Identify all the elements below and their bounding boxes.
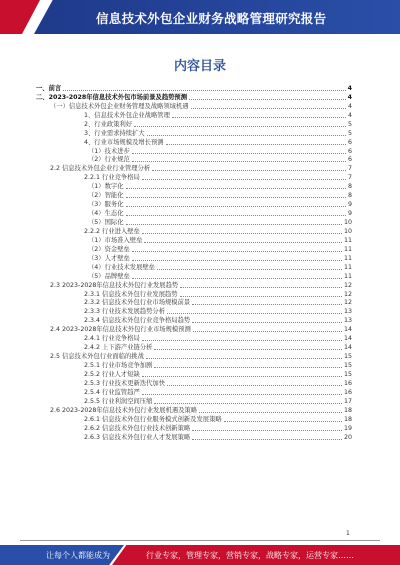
toc-leader-dots (192, 322, 342, 323)
toc-leader-dots (142, 376, 342, 377)
toc-entry-text: 2.5 信息技术外包行业面临的挑战 (50, 353, 144, 361)
toc-entry-text: 2.4 2023-2028年信息技术外包行业市场规模预测 (50, 326, 191, 334)
toc-entry-page: 15 (343, 362, 352, 369)
toc-leader-dots (126, 206, 346, 207)
toc-entry[interactable] (36, 209, 352, 218)
toc-entry-page: 13 (343, 317, 352, 325)
toc-leader-dots (142, 340, 342, 341)
toc-entry-page: 11 (343, 272, 352, 280)
toc-entry-text: 2.5.2 行业人才短缺 (84, 370, 140, 378)
toc-entry-page: 10 (343, 219, 352, 226)
toc-entry[interactable] (36, 406, 352, 415)
toc-entry-text: （5）国际化 (88, 219, 124, 226)
toc-entry[interactable] (36, 281, 352, 290)
toc-entry-text: （5）品牌壁垒 (88, 272, 130, 280)
toc-leader-dots (180, 296, 342, 297)
toc-entry-page: 8 (347, 192, 352, 200)
toc-title: 内容目录 (173, 59, 226, 74)
toc-entry-text: 2.2.2 行业进入壁垒 (84, 227, 140, 235)
toc-entry-text: （3）服务化 (88, 201, 124, 209)
toc-entry-page: 14 (343, 326, 352, 334)
toc-entry[interactable] (36, 129, 352, 138)
toc-leader-dots (144, 242, 342, 243)
toc-entry[interactable] (36, 111, 352, 120)
toc-entry-page: 17 (343, 397, 352, 405)
toc-entry[interactable] (36, 164, 352, 173)
toc-entry-page: 11 (343, 236, 352, 244)
toc-entry-page: 12 (343, 290, 352, 298)
toc-entry-text: 4、行业市场规模及增长预测 (84, 138, 164, 146)
toc-entry-text: 2.3 2023-2028年信息技术外包行业发展趋势 (50, 281, 179, 289)
toc-entry-page: 6 (347, 147, 352, 155)
toc-entry[interactable] (36, 272, 352, 281)
toc-leader-dots (142, 179, 346, 180)
toc-leader-dots (63, 90, 345, 91)
toc-entry-page: 20 (343, 433, 352, 441)
footer-slogan-left: 让每个人都能成为 (46, 551, 110, 560)
toc-entry[interactable] (36, 415, 352, 424)
toc-entry-text: （2）资金壁垒 (88, 245, 130, 253)
toc-entry[interactable] (36, 227, 352, 236)
toc-entry-page: 9 (347, 210, 352, 218)
toc-leader-dots (154, 349, 342, 350)
toc-entry-text: （1）市场准入壁垒 (88, 236, 143, 244)
toc-leader-dots (167, 385, 342, 386)
toc-entry-page: 5 (347, 120, 352, 128)
toc-entry[interactable] (36, 254, 352, 263)
toc-leader-dots (193, 331, 342, 332)
toc-entry[interactable] (36, 370, 352, 379)
toc-leader-dots (146, 358, 342, 359)
toc-entry-text: 2.5.4 行业监管趋严 (84, 388, 140, 396)
footer-slogan-right: 行业专家，管理专家，营销专家，战略专家，运营专家…… (146, 551, 354, 560)
toc-leader-dots (166, 144, 346, 145)
toc-entry-page: 9 (347, 201, 352, 209)
toc-entry-text: 2.6.2 信息技术外包行业技术创新策略 (84, 424, 191, 432)
toc-leader-dots (132, 260, 342, 261)
page-footer (0, 545, 400, 565)
toc-entry[interactable] (36, 138, 352, 147)
table-of-contents (36, 84, 352, 442)
toc-leader-dots (134, 126, 346, 127)
toc-entry-text: （3）人才壁垒 (88, 254, 130, 262)
toc-entry[interactable] (36, 325, 352, 334)
toc-leader-dots (189, 99, 346, 100)
toc-entry[interactable] (36, 84, 352, 93)
toc-entry-page: 12 (343, 299, 352, 307)
header-red-accent (0, 0, 40, 34)
toc-entry-text: （4）生态化 (88, 210, 124, 218)
toc-entry-page: 4 (347, 84, 352, 92)
toc-entry-page: 11 (343, 263, 352, 271)
toc-entry-page: 11 (343, 254, 352, 262)
toc-entry-text: 3、行业需求持续扩大 (84, 129, 145, 137)
toc-leader-dots (192, 304, 342, 305)
toc-entry-text: 一、前言 (36, 84, 62, 92)
toc-entry-page: 14 (343, 335, 352, 343)
toc-entry-text: 2、行业政策利好 (84, 120, 133, 128)
toc-leader-dots (126, 197, 346, 198)
toc-entry[interactable] (36, 334, 352, 343)
toc-entry-page: 4 (347, 111, 352, 119)
toc-entry[interactable] (36, 147, 352, 156)
toc-entry[interactable] (36, 352, 352, 361)
toc-entry-page: 7 (347, 174, 352, 182)
toc-leader-dots (132, 153, 346, 154)
toc-entry[interactable] (36, 120, 352, 129)
toc-entry[interactable] (36, 200, 352, 209)
toc-entry-text: 2.3.3 行业技术发展趋势分析 (84, 308, 165, 316)
toc-leader-dots (132, 251, 342, 252)
toc-entry[interactable] (36, 388, 352, 397)
toc-entry-page: 6 (347, 138, 352, 146)
toc-entry-text: 2.5.1 行业市场竞争加剧 (84, 362, 153, 369)
toc-entry[interactable] (36, 236, 352, 245)
toc-entry-text: 2.4.2 上下游产业链分析 (84, 344, 153, 352)
toc-entry-text: 2.3.1 信息技术外包行业发展趋势 (84, 290, 178, 298)
toc-leader-dots (192, 439, 342, 440)
toc-entry-text: （2）智能化 (88, 192, 124, 200)
toc-leader-dots (224, 421, 342, 422)
toc-entry[interactable] (36, 424, 352, 433)
toc-entry-page: 10 (343, 227, 352, 235)
toc-entry-text: （4）行业技术发展壁垒 (88, 263, 155, 271)
toc-entry-text: 2.2 信息技术外包企业行业管理分析 (50, 165, 151, 173)
toc-entry-page: 4 (347, 93, 352, 101)
toc-entry-page: 11 (343, 245, 352, 253)
toc-entry[interactable] (36, 433, 352, 442)
toc-leader-dots (126, 188, 346, 189)
toc-entry-text: 2.3.2 信息技术外包行业市场规模前景 (84, 299, 191, 307)
toc-leader-dots (132, 161, 346, 162)
toc-entry[interactable] (36, 307, 352, 316)
toc-entry-page: 5 (347, 129, 352, 137)
toc-entry-page: 13 (343, 308, 352, 316)
toc-leader-dots (154, 367, 342, 368)
toc-entry-text: 2.5.5 行业利润空间压缩 (84, 397, 153, 405)
toc-entry-page: 18 (343, 415, 352, 423)
page-header (0, 0, 400, 34)
toc-entry-text: （一）信息技术外包企业财务管理及战略领域机遇 (50, 102, 189, 110)
toc-leader-dots (154, 403, 342, 404)
toc-entry[interactable] (36, 173, 352, 182)
toc-leader-dots (191, 108, 346, 109)
toc-leader-dots (167, 313, 342, 314)
toc-entry[interactable] (36, 191, 352, 200)
report-title: 信息技术外包企业财务战略管理研究报告 (96, 11, 327, 26)
toc-entry-text: 1、信息技术外包企业战略管理 (84, 111, 170, 119)
toc-leader-dots (142, 394, 342, 395)
toc-entry-page: 15 (343, 353, 352, 361)
toc-entry[interactable] (36, 263, 352, 272)
toc-entry[interactable] (36, 102, 352, 111)
toc-entry[interactable] (36, 379, 352, 388)
toc-entry-page: 16 (343, 379, 352, 387)
toc-entry-page: 14 (343, 344, 352, 352)
page-number: 1 (346, 530, 350, 537)
toc-leader-dots (172, 117, 346, 118)
toc-leader-dots (192, 430, 342, 431)
toc-leader-dots (157, 269, 342, 270)
toc-entry-page: 12 (343, 281, 352, 289)
toc-entry-text: 2.6 2023-2028年信息技术外包行业发展机遇及策略 (50, 406, 198, 414)
toc-entry-text: 2.3.4 信息技术外包行业竞争格局趋势 (84, 317, 191, 325)
toc-entry[interactable] (36, 245, 352, 254)
toc-entry-page: 15 (343, 370, 352, 378)
toc-leader-dots (147, 135, 346, 136)
footer-divider (20, 540, 380, 541)
toc-entry[interactable] (36, 290, 352, 299)
toc-leader-dots (180, 287, 342, 288)
toc-entry[interactable] (36, 299, 352, 308)
toc-entry[interactable] (36, 343, 352, 352)
toc-entry-text: 2.4.1 行业竞争格局 (84, 335, 140, 343)
toc-leader-dots (126, 224, 342, 225)
toc-entry[interactable] (36, 316, 352, 325)
toc-entry-page: 8 (347, 183, 352, 191)
toc-entry-text: （1）技术进步 (88, 147, 130, 155)
toc-entry-text: 2.6.3 信息技术外包行业人才发展策略 (84, 433, 191, 441)
toc-entry-page: 6 (347, 156, 352, 164)
toc-entry[interactable] (36, 397, 352, 406)
toc-entry-page: 19 (343, 424, 352, 432)
toc-entry-text: 2.5.3 行业技术更新迭代加快 (84, 379, 165, 387)
toc-entry-page: 7 (347, 165, 352, 173)
toc-entry-text: （1）数字化 (88, 183, 124, 191)
toc-entry-text: 二、2023-2028年信息技术外包市场前景及趋势预测 (36, 93, 188, 101)
toc-entry[interactable] (36, 218, 352, 227)
toc-entry[interactable] (36, 182, 352, 191)
toc-entry-text: （2）行业规范 (88, 156, 130, 164)
toc-entry-text: 2.6.1 信息技术外包行业服务模式创新及发展策略 (84, 415, 222, 423)
toc-leader-dots (142, 233, 342, 234)
toc-entry[interactable] (36, 361, 352, 370)
toc-leader-dots (152, 170, 346, 171)
toc-leader-dots (126, 215, 346, 216)
toc-entry-page: 18 (343, 406, 352, 414)
toc-entry[interactable] (36, 93, 352, 102)
toc-entry-page: 4 (347, 102, 352, 110)
toc-leader-dots (132, 278, 342, 279)
toc-entry[interactable] (36, 156, 352, 165)
toc-leader-dots (199, 412, 342, 413)
toc-entry-text: 2.2.1 行业竞争格局 (84, 174, 140, 182)
toc-entry-page: 16 (343, 388, 352, 396)
